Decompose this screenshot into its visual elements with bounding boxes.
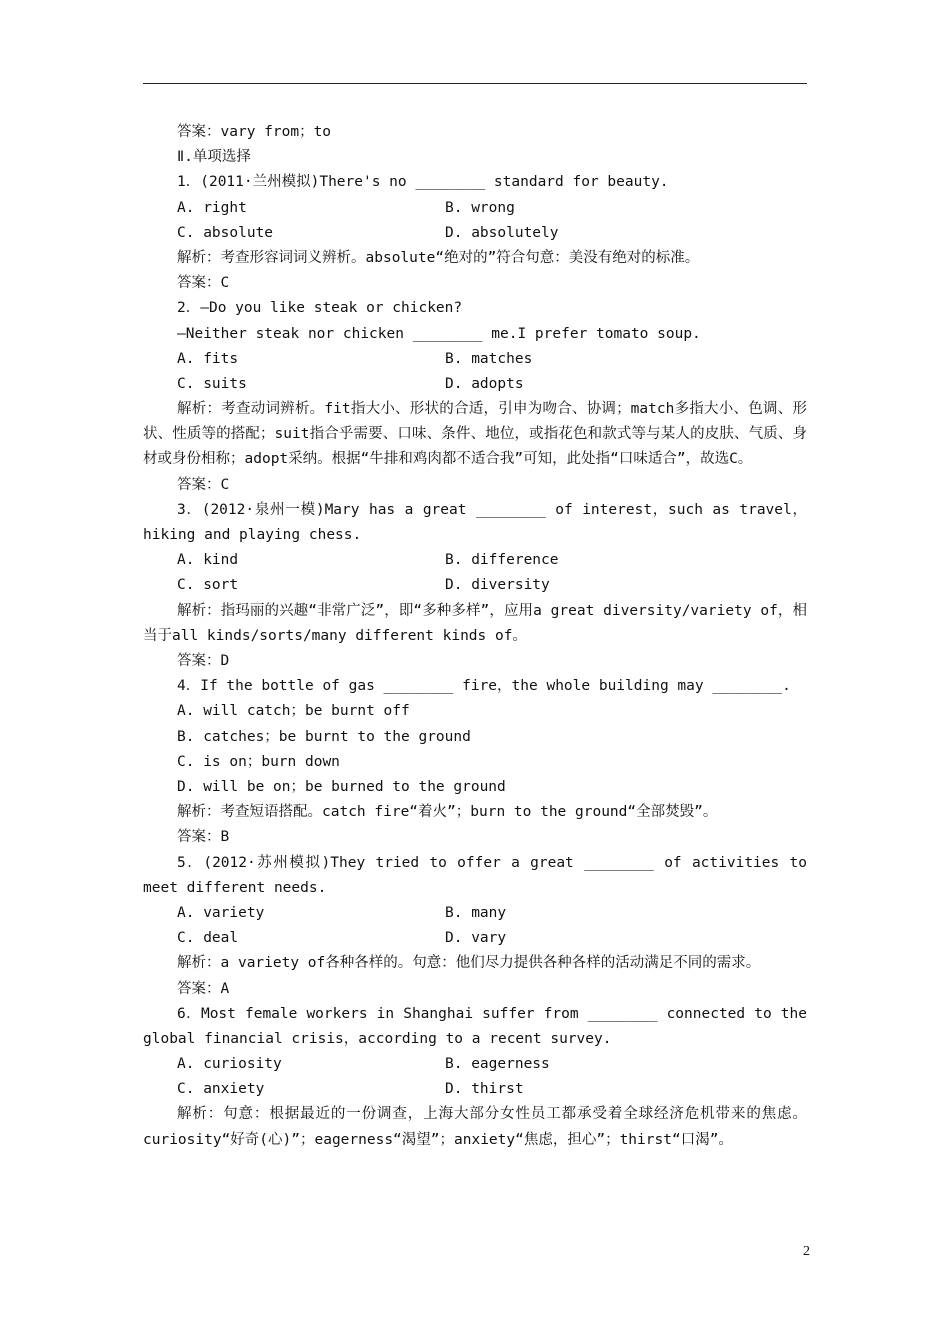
option-c: C. anxiety — [177, 1081, 265, 1098]
option-a: A. fits — [177, 350, 239, 367]
option-d: D. absolutely — [445, 224, 559, 241]
option-a: A. will catch；be burnt off — [177, 703, 410, 720]
option-c: C. sort — [177, 577, 239, 594]
question-2-stem: 2．—Do you like steak or chicken? — [177, 300, 463, 317]
option-b: B. wrong — [445, 199, 515, 216]
option-c: C. absolute — [177, 224, 274, 241]
question-1-stem: 1．(2011·兰州模拟)There's no ________ standard for beauty. — [177, 174, 669, 191]
question-6-stem: 6．Most female workers in Shanghai suffer from ________ connected to the global financial crisis，according to a recent survey. — [143, 1005, 807, 1047]
option-a: A. kind — [177, 552, 239, 569]
question-4-answer: 答案：B — [177, 829, 230, 846]
option-d: D. adopts — [445, 375, 524, 392]
question-4-stem: 4．If the bottle of gas ________ fire，the whole building may ________. — [177, 678, 791, 695]
question-5-answer: 答案：A — [177, 980, 230, 997]
question-6-options-row-1 — [143, 1052, 807, 1077]
question-1-answer: 答案：C — [177, 275, 230, 292]
option-c: C. is on；burn down — [177, 753, 340, 770]
question-5-analysis: 解析：a variety of各种各样的。句意：他们尽力提供各种各样的活动满足不同的需求。 — [177, 955, 761, 972]
option-c: C. suits — [177, 375, 247, 392]
prev-answer: 答案：vary from；to — [177, 124, 332, 140]
question-2-answer: 答案：C — [177, 476, 230, 493]
question-3-options-row-1 — [143, 548, 807, 573]
question-1-analysis: 解析：考查形容词词义辨析。absolute“绝对的”符合句意：美没有绝对的标准。 — [177, 249, 700, 266]
question-5-options-row-2 — [143, 926, 807, 951]
option-b: B. matches — [445, 350, 533, 367]
question-3-options-row-2 — [143, 573, 807, 598]
option-a: A. right — [177, 199, 247, 216]
option-a: A. curiosity — [177, 1056, 282, 1073]
option-d: D. thirst — [445, 1081, 524, 1098]
option-b: B. difference — [445, 552, 559, 569]
section-heading: Ⅱ.单项选择 — [177, 149, 251, 166]
document-body — [143, 120, 807, 1153]
question-1-options-row-1 — [143, 196, 807, 221]
question-6-options-row-2 — [143, 1077, 807, 1102]
option-d: D. vary — [445, 930, 507, 947]
question-3-answer: 答案：D — [177, 653, 230, 670]
question-5-stem: 5．(2012·苏州模拟)They tried to offer a great ________ of activities to meet different needs. — [143, 854, 807, 896]
option-b: B. catches；be burnt to the ground — [177, 728, 471, 745]
option-c: C. deal — [177, 930, 239, 947]
question-6-analysis: 解析：句意：根据最近的一份调查，上海大部分女性员工都承受着全球经济危机带来的焦虑。curiosity“好奇(心)”；eagerness“渴望”；anxiety“焦虑，担心”；thirst“口渴”。 — [143, 1106, 807, 1148]
question-2-stem-line-2: —Neither steak nor chicken ________ me.I prefer tomato soup. — [177, 325, 701, 342]
question-2-options-row-1 — [143, 347, 807, 372]
option-d: D. diversity — [445, 577, 550, 594]
option-d: D. will be on；be burned to the ground — [177, 778, 506, 795]
option-a: A. variety — [177, 904, 265, 921]
option-b: B. eagerness — [445, 1056, 550, 1073]
option-b: B. many — [445, 904, 507, 921]
question-3-stem: 3．(2012·泉州一模)Mary has a great ________ of interest，such as travel，hiking and playing chess. — [143, 501, 807, 544]
question-1-options-row-2 — [143, 221, 807, 246]
page-number: 2 — [803, 1244, 810, 1259]
question-2-analysis: 解析：考查动词辨析。fit指大小、形状的合适，引申为吻合、协调；match多指大小、色调、形状、性质等的搭配；suit指合乎需要、口味、条件、地位，或指花色和款式等与某人的皮肤、气质、身材或身份相称；adopt采纳。根据“牛排和鸡肉都不适合我”可知，此处指“口味适合”，故选C。 — [143, 401, 807, 468]
question-2-options-row-2 — [143, 372, 807, 397]
question-5-options-row-1 — [143, 901, 807, 926]
question-4-analysis: 解析：考查短语搭配。catch fire“着火”；burn to the ground“全部焚毁”。 — [177, 804, 718, 821]
question-3-analysis: 解析：指玛丽的兴趣“非常广泛”，即“多种多样”，应用a great diversity/variety of，相当于all kinds/sorts/many different kinds of。 — [143, 602, 807, 644]
header-rule — [143, 83, 807, 84]
